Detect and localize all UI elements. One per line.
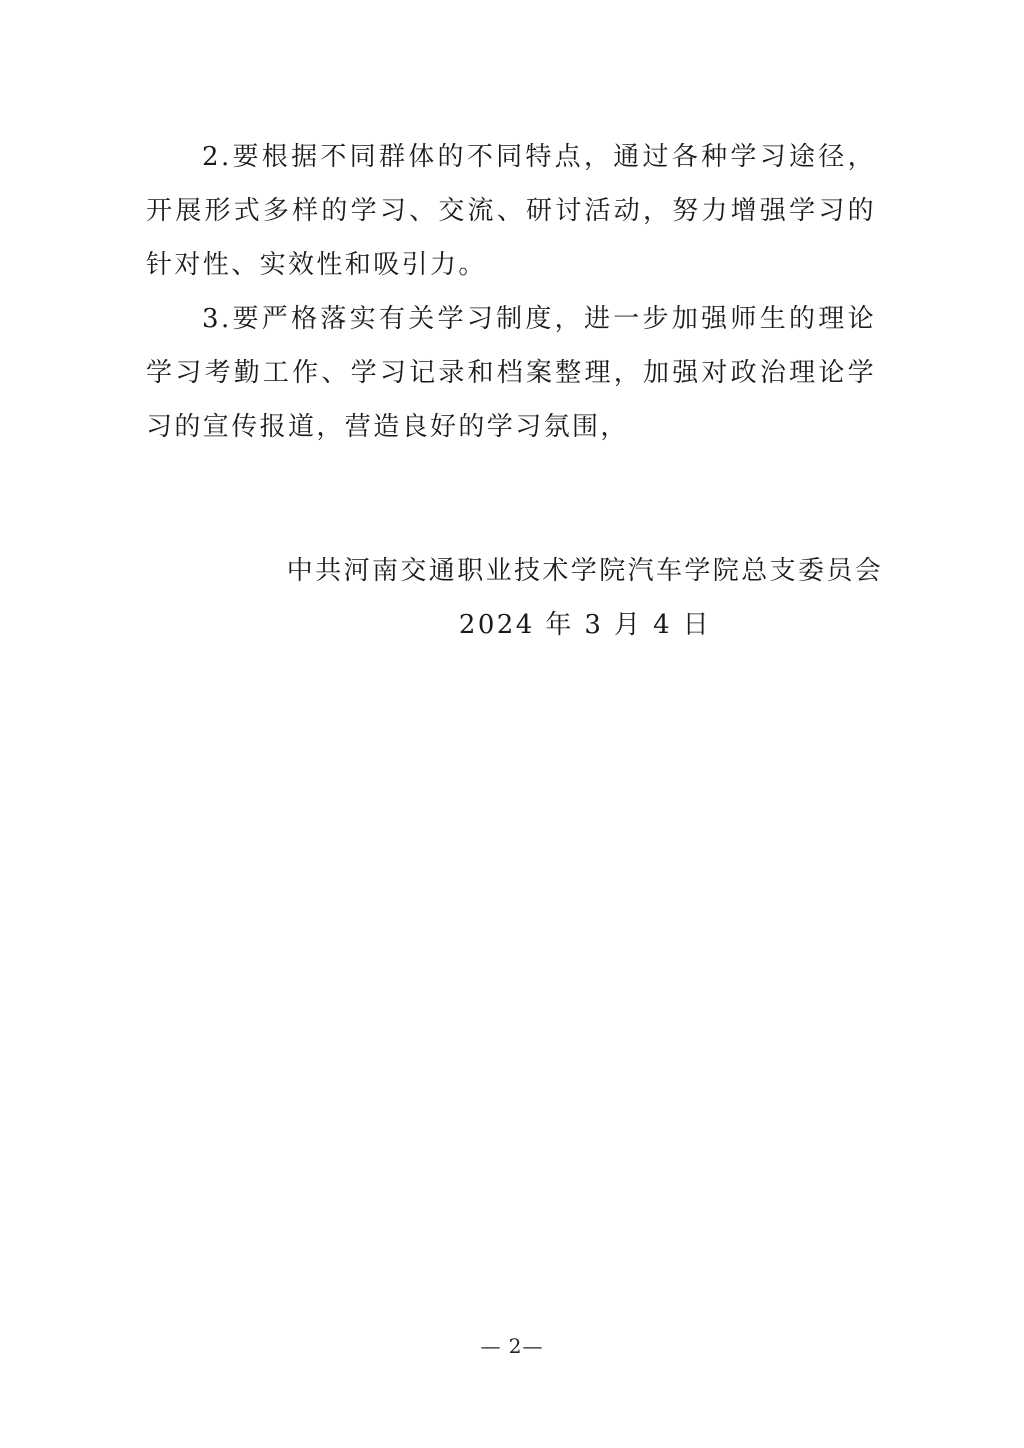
signature-block [240,544,930,652]
page-number: — 2— [480,1334,544,1358]
paragraph-item-3: 3.要严格落实有关学习制度，进一步加强师生的理论学习考勤工作、学习记录和档案整理，加强对政治理论学习的宣传报道，营造良好的学习氛围， [146,304,876,442]
paragraph-item-2: 2.要根据不同群体的不同特点，通过各种学习途径，开展形式多样的学习、交流、研讨活动，努力增强学习的针对性、实效性和吸引力。 [146,142,876,280]
signature-date: 2024 年 3 月 4 日 [458,610,712,640]
document-body [146,130,876,454]
signature-organization: 中共河南交通职业技术学院汽车学院总支委员会 [286,556,884,586]
